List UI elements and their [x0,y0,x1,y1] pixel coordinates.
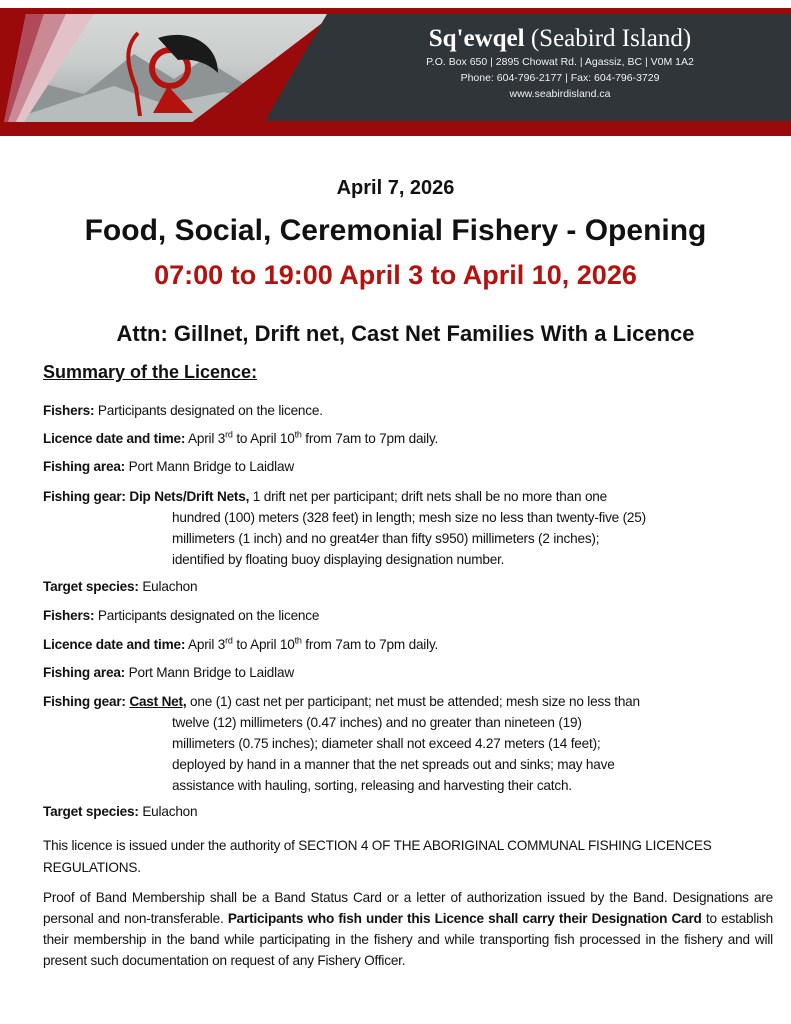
fishing-gear-block: Fishing gear: Dip Nets/Drift Nets, 1 drift net per participant; drift nets shall be no more than one hundred (100) meters (328 feet) in length; mesh size no less than twenty-five (25) millimeters (1 inch) and no great4er than fifty s950) millimeters (2 inches); identified by floating buoy displaying designation number. [43,489,646,567]
fishing-gear-block: Fishing gear: Cast Net, one (1) cast net per participant; net must be attended; mesh size no less than twelve (12) millimeters (0.47 inches) and no greater than nineteen (19) millimeters (0.75 inches); diameter shall not exceed 4.27 meters (14 feet); deployed by hand in a manner that the net spreads out and sinks; may have assistance with hauling, sorting, releasing and harvesting their catch. [43,694,640,793]
authority-paragraph: This licence is issued under the authority of SECTION 4 OF THE ABORIGINAL COMMUNAL FISHING LICENCES REGULATIONS. [43,838,712,875]
notice-attention: Attn: Gillnet, Drift net, Cast Net Families With a Licence [116,321,695,346]
target-species-line: Target species: Eulachon [43,804,198,819]
notice-title: Food, Social, Ceremonial Fishery - Opening [84,214,707,247]
decorative-stripes [4,14,114,122]
fishers-line: Fishers: Participants designated on the licence. [43,403,323,418]
seabird-island-logo [118,28,238,118]
fishing-area-line: Fishing area: Port Mann Bridge to Laidlaw [43,459,294,474]
org-name: (Seabird Island) [530,25,692,52]
org-website[interactable]: www.seabirdisland.ca [509,88,611,100]
org-name-bold: Sq'ewqel [428,25,525,52]
licence-date-line: Licence date and time: April 3rd to April 10th from 7am to 7pm daily. [43,635,439,652]
target-species-line: Target species: Eulachon [43,579,198,594]
fishers-line: Fishers: Participants designated on the licence [43,608,320,623]
org-address: P.O. Box 650 | 2895 Chowat Rd. | Agassiz, BC | V0M 1A2 [426,56,694,68]
organization-info [330,24,790,102]
proof-paragraph: Proof of Band Membership shall be a Band Status Card or a letter of authorization issued by the Band. Designations are personal and non-transferable. Participants who fish under this Licence shall carry their Designation Card to establish their membership in the band while participating in the fishery and while transporting fish processed in the fishery and will present such documentation on request of any Fishery Officer. [43,890,774,968]
notice-date: April 7, 2026 [336,177,455,199]
licence-date-line: Licence date and time: April 3rd to April 10th from 7am to 7pm daily. [43,429,439,446]
fishing-area-line: Fishing area: Port Mann Bridge to Laidlaw [43,665,294,680]
org-phone: Phone: 604-796-2177 | Fax: 604-796-3729 [460,72,660,84]
notice-hours: 07:00 to 19:00 April 3 to April 10, 2026 [154,260,637,290]
summary-heading: Summary of the Licence: [43,362,258,382]
